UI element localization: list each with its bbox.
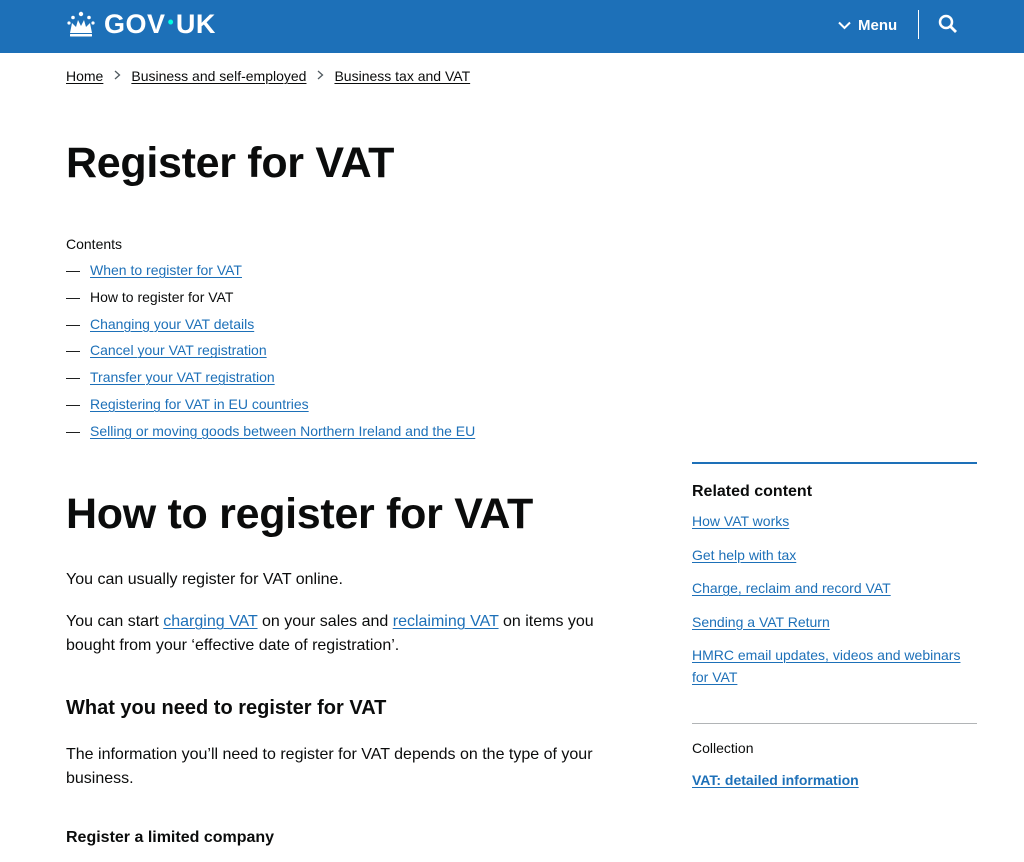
contents-item: — Transfer your VAT registration	[66, 369, 275, 386]
search-icon	[937, 13, 959, 35]
chevron-right-icon	[114, 69, 121, 83]
reclaiming-vat-link[interactable]: reclaiming VAT	[392, 613, 499, 630]
charging-vat-link[interactable]: charging VAT	[163, 613, 258, 630]
contents-item: — Changing your VAT details	[66, 315, 255, 332]
related-link-how-vat-works[interactable]: How VAT works	[692, 513, 790, 529]
collection-label: Collection	[692, 740, 754, 756]
contents-link-eu-countries[interactable]: Registering for VAT in EU countries	[90, 395, 309, 412]
header-divider	[918, 10, 919, 39]
subsection-heading: What you need to register for VAT	[66, 697, 387, 719]
chevron-right-icon	[317, 69, 324, 83]
related-link-vat-return[interactable]: Sending a VAT Return	[692, 613, 830, 630]
contents-item: — Cancel your VAT registration	[66, 342, 267, 359]
related-link-hmrc-updates[interactable]: HMRC email updates, videos and webinars for VAT	[692, 647, 961, 685]
collection-link[interactable]: VAT: detailed information	[692, 772, 859, 788]
contents-list	[66, 262, 475, 450]
page-title: Register for VAT	[66, 139, 395, 187]
breadcrumb-business-link[interactable]: Business and self-employed	[131, 68, 307, 84]
contents-link-when-to-register[interactable]: When to register for VAT	[90, 262, 242, 278]
intro-paragraph: You can usually register for VAT online.	[66, 571, 343, 588]
contents-link-transfer-registration[interactable]: Transfer your VAT registration	[90, 369, 275, 386]
related-content	[692, 462, 977, 700]
contents-current-how-to-register: How to register for VAT	[90, 288, 234, 305]
information-paragraph: The information you’ll need to register for VAT depends on the type of your business.	[66, 746, 593, 787]
related-links-list	[692, 510, 977, 688]
logo-text-gov: GOV	[104, 8, 166, 39]
breadcrumb-home-link[interactable]: Home	[66, 68, 104, 84]
related-link-charge-reclaim[interactable]: Charge, reclaim and record VAT	[692, 580, 891, 596]
menu-label: Menu	[858, 16, 898, 34]
related-content-title: Related content	[692, 483, 813, 500]
search-button[interactable]	[937, 13, 959, 35]
section-title: How to register for VAT	[66, 490, 533, 538]
contents-item: — Registering for VAT in EU countries	[66, 395, 309, 412]
logo-text-uk: UK	[175, 8, 216, 39]
contents-item-current: — How to register for VAT	[66, 288, 234, 305]
breadcrumb-vat-link[interactable]: Business tax and VAT	[334, 68, 471, 84]
charging-paragraph: You can start charging VAT on your sales and reclaiming VAT on items you bought from your ‘effective date of registration’.	[66, 613, 594, 654]
contents-link-changing-details[interactable]: Changing your VAT details	[90, 315, 255, 332]
contents-link-northern-ireland[interactable]: Selling or moving goods between Northern Ireland and the EU	[90, 422, 476, 439]
breadcrumb	[66, 68, 470, 84]
contents-link-cancel-registration[interactable]: Cancel your VAT registration	[90, 342, 267, 359]
logo-dot: •	[167, 11, 174, 32]
menu-button[interactable]	[838, 14, 897, 36]
contents-item: — Selling or moving goods between Northern Ireland and the EU	[66, 422, 476, 439]
crown-icon	[66, 11, 96, 37]
related-divider	[692, 723, 977, 724]
related-link-help-with-tax[interactable]: Get help with tax	[692, 546, 797, 563]
contents-label: Contents	[66, 236, 123, 252]
contents-item: — When to register for VAT	[66, 262, 242, 278]
govuk-logo-link[interactable]	[66, 9, 216, 39]
chevron-down-icon	[838, 21, 851, 30]
site-header	[0, 0, 1024, 53]
limited-company-heading: Register a limited company	[66, 829, 275, 846]
